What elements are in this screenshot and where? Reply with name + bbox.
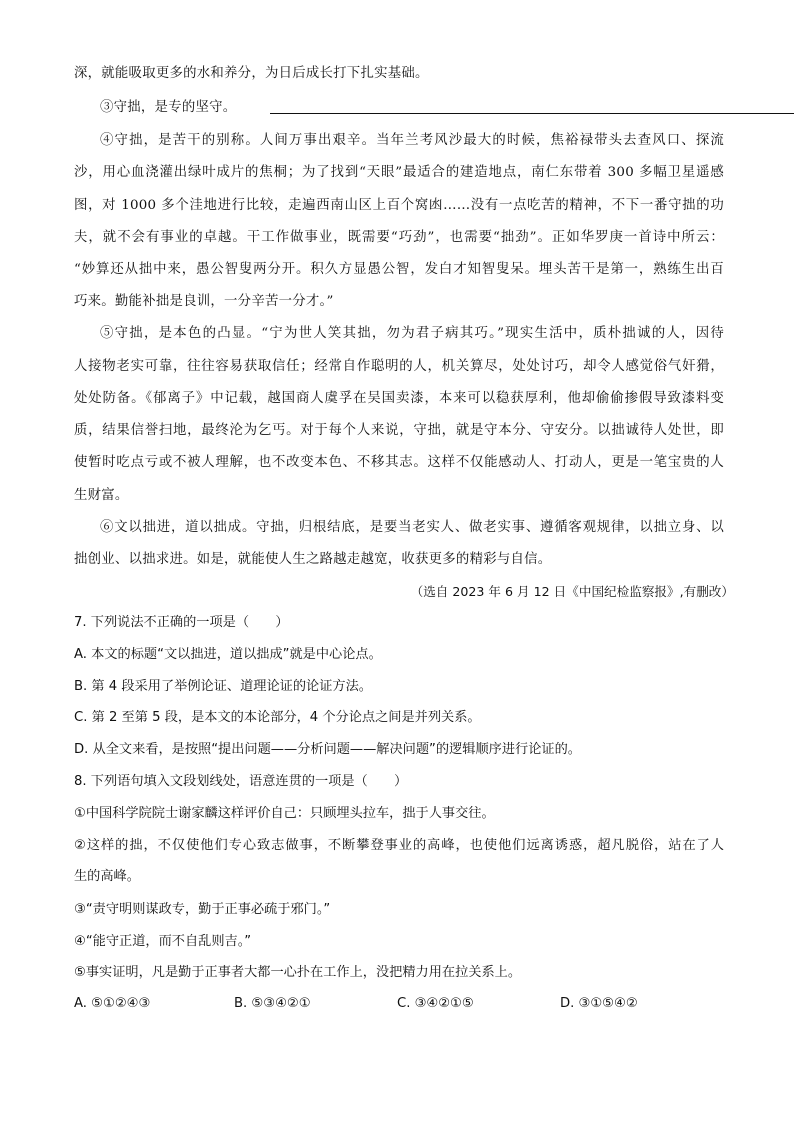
question-8-sentence-2-cont: 生的高峰。 [74, 869, 140, 884]
paragraph-3-lead [100, 98, 724, 118]
paragraph-4-line: 图，对 1000 多个洼地进行比较，走遍西南山区上百个窝凼……没有一点吃苦的精神，不下一番守拙的功 [74, 198, 724, 213]
question-7-option-b[interactable]: B. 第 4 段采用了举例论证、道理论证的论证方法。 [74, 679, 372, 694]
question-8-sentence-4: ④“能守正道，而不自乱则吉。” [74, 934, 252, 949]
paragraph-4-line: 夫，就不会有事业的卓越。干工作做事业，既需要“巧劲”，也需要“拙劲”。正如华罗庚一首诗中所云： [74, 230, 724, 245]
paragraph-6-line: ⑥文以拙进，道以拙成。守拙，归根结底，是要当老实人、做老实事、遵循客观规律，以拙立身、以 [100, 520, 724, 535]
question-8-stem: 8. 下列语句填入文段划线处，语意连贯的一项是（ ） [74, 774, 408, 789]
question-8-option-d[interactable]: D. ③①⑤④② [560, 996, 638, 1011]
paragraph-5-line: 使暂时吃点亏或不被人理解，也不改变本色、不移其志。这样不仅能感动人、打动人，更是一笔宝贵的人 [74, 455, 724, 470]
question-8-sentence-3: ③“责守明则谋政专，勤于正事必疏于邪门。” [74, 902, 331, 917]
paragraph-4-line: “妙算还从拙中来，愚公智叟两分开。积久方显愚公智，发白才知智叟呆。埋头苦干是第一，熟练生出百 [74, 262, 724, 277]
question-8-option-a[interactable]: A. ⑤①②④③ [74, 996, 151, 1011]
paragraph-4-line: 巧来。勤能补拙是良训，一分辛苦一分才。” [74, 294, 334, 309]
paragraph-4-line: ④守拙，是苦干的别称。人间万事出艰辛。当年兰考风沙最大的时候，焦裕禄带头去查风口、探流 [100, 133, 724, 148]
passage-line: 深，就能吸取更多的水和养分，为日后成长打下扎实基础。 [74, 66, 429, 81]
paragraph-5-line: 处处防备。《郁离子》中记载，越国商人虞孚在吴国卖漆，本来可以稳获厚利，他却偷偷掺假导致漆料变 [74, 391, 724, 406]
paragraph-5-line: ⑤守拙，是本色的凸显。“宁为世人笑其拙，勿为君子病其巧。”现实生活中，质朴拙诚的人，因待 [100, 326, 724, 341]
question-8-sentence-5: ⑤事实证明，凡是勤于正事者大都一心扑在工作上，没把精力用在拉关系上。 [74, 965, 522, 980]
source-citation: （选自 2023 年 6 月 12 日《中国纪检监察报》,有删改） [410, 584, 734, 599]
question-7-stem: 7. 下列说法不正确的一项是（ ） [74, 615, 289, 630]
question-7-option-c[interactable]: C. 第 2 至第 5 段，是本文的本论部分，4 个分论点之间是并列关系。 [74, 710, 481, 725]
paragraph-5-line: 生财富。 [74, 488, 129, 503]
question-8-option-c[interactable]: C. ③④②①⑤ [397, 996, 474, 1011]
paragraph-5-line: 质，结果信誉扫地，最终沦为乞丐。对于每个人来说，守拙，就是守本分、守安分。以拙诚待人处世，即 [74, 423, 724, 438]
question-7-option-d[interactable]: D. 从全文来看，是按照“提出问题——分析问题——解决问题”的逻辑顺序进行论证的。 [74, 742, 581, 757]
fill-in-blank-line [270, 113, 794, 114]
question-8-sentence-1: ①中国科学院院士谢家麟这样评价自己：只顾埋头拉车，拙于人事交往。 [74, 806, 495, 821]
paragraph-4-line: 沙，用心血浇灌出绿叶成片的焦桐；为了找到“天眼”最适合的建造地点，南仁东带着 300 多幅卫星遥感 [74, 165, 724, 180]
question-8-option-b[interactable]: B. ⑤③④②① [234, 996, 311, 1011]
paragraph-3-text: ③守拙，是专的坚守。 [100, 100, 237, 115]
question-8-sentence-2: ②这样的拙，不仅使他们专心致志做事，不断攀登事业的高峰，也使他们远离诱惑，超凡脱俗，站在了人 [74, 838, 724, 853]
paragraph-5-line: 人接物老实可靠，往往容易获取信任；经常自作聪明的人，机关算尽，处处讨巧，却令人感觉俗气奸猾， [74, 359, 724, 374]
paragraph-6-line: 拙创业、以拙求进。如是，就能使人生之路越走越宽，收获更多的精彩与自信。 [74, 552, 552, 567]
question-7-option-a[interactable]: A. 本文的标题“文以拙进，道以拙成”就是中心论点。 [74, 647, 382, 662]
